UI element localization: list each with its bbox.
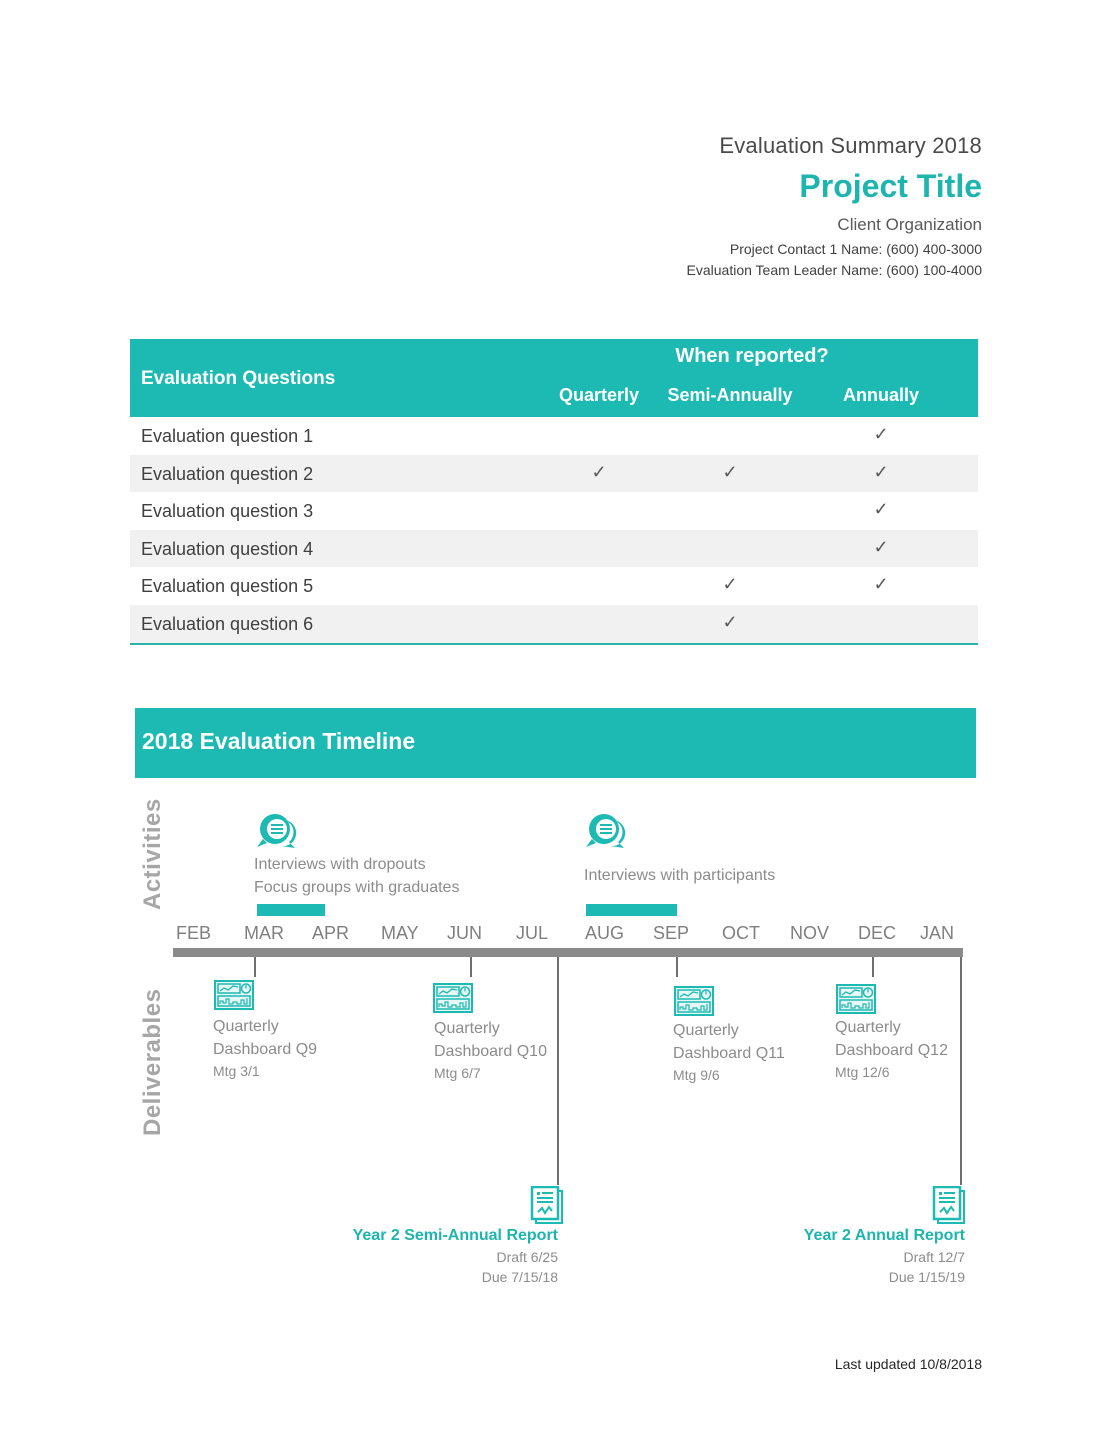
deliverable-line1: Quarterly: [213, 1018, 279, 1035]
checkmark-icon: ✓: [873, 461, 889, 482]
question-cell: Evaluation question 1: [141, 426, 314, 446]
column-header-quarterly: Quarterly: [558, 385, 640, 405]
checkmark-icon: ✓: [873, 536, 889, 557]
deliverable-line1: Quarterly: [835, 1019, 901, 1036]
dashboard-icon: [214, 980, 254, 1010]
dashboard-deliverable: [835, 1016, 948, 1082]
report-deliverable: [804, 1225, 965, 1287]
activity-line: Interviews with dropouts: [254, 856, 426, 873]
timeline-title: 2018 Evaluation Timeline: [142, 728, 416, 754]
activity-line: Interviews with participants: [584, 867, 776, 884]
deliverable-line2: Dashboard Q11: [673, 1045, 785, 1062]
dashboard-icon: [674, 986, 714, 1016]
deliverable-tick: [254, 957, 256, 977]
column-header-annually: Annually: [842, 385, 919, 405]
month-label: JAN: [920, 923, 955, 943]
meeting-date: Mtg 12/6: [835, 1064, 890, 1080]
dashboard-deliverable: [673, 1019, 785, 1085]
timeline-axis: [173, 948, 963, 957]
question-cell: Evaluation question 2: [141, 463, 314, 484]
report-connector-line: [960, 957, 962, 1185]
deliverable-line1: Quarterly: [673, 1022, 739, 1039]
team-leader-contact: Evaluation Team Leader Name: (600) 100-4000: [686, 262, 982, 278]
chat-bubbles-icon: [255, 812, 301, 850]
report-draft-date: Draft 6/25: [496, 1249, 558, 1265]
activities-label: Activities: [139, 798, 166, 910]
month-label: MAY: [381, 923, 419, 943]
deliverable-line2: Dashboard Q9: [213, 1041, 318, 1058]
checkmark-icon: ✓: [722, 574, 738, 595]
checkmark-icon: ✓: [722, 461, 738, 482]
activity-description: [584, 864, 775, 887]
month-label: SEP: [653, 923, 690, 943]
month-label: APR: [312, 923, 350, 943]
questions-column-header: Evaluation Questions: [141, 368, 336, 389]
month-label: JUN: [447, 923, 482, 943]
month-label: NOV: [790, 923, 830, 943]
question-cell: Evaluation question 6: [141, 613, 314, 634]
activity-line: Focus groups with graduates: [254, 879, 460, 896]
table-row: [130, 492, 978, 530]
month-label: OCT: [722, 923, 760, 943]
chat-bubbles-icon: [584, 812, 630, 850]
report-due-date: Due 1/15/19: [888, 1269, 965, 1285]
column-header-semi-annually: Semi-Annually: [667, 385, 793, 405]
timeline-banner: [135, 708, 976, 778]
month-label: JUL: [516, 923, 549, 943]
deliverable-tick: [676, 957, 678, 977]
table-row: [130, 455, 978, 493]
question-cell: Evaluation question 4: [141, 538, 314, 559]
document-subtitle: Evaluation Summary 2018: [719, 133, 982, 158]
report-document-icon: [932, 1186, 966, 1224]
report-document-icon: [530, 1186, 564, 1224]
month-label: AUG: [585, 923, 625, 943]
month-label: DEC: [858, 923, 897, 943]
table-bottom-border: [130, 643, 978, 645]
month-label: MAR: [244, 923, 284, 943]
table-row: [130, 567, 978, 605]
client-organization: Client Organization: [837, 215, 982, 234]
question-cell: Evaluation question 5: [141, 576, 314, 597]
deliverable-tick: [470, 957, 472, 977]
month-label: FEB: [176, 923, 212, 943]
checkmark-icon: ✓: [722, 611, 738, 632]
dashboard-deliverable: [434, 1017, 547, 1083]
checkmark-icon: ✓: [591, 461, 607, 482]
report-title: Year 2 Semi-Annual Report: [352, 1227, 558, 1244]
report-title: Year 2 Annual Report: [803, 1227, 965, 1244]
table-row: [130, 605, 978, 643]
report-due-date: Due 7/15/18: [481, 1269, 558, 1285]
last-updated: Last updated 10/8/2018: [834, 1356, 982, 1372]
dashboard-icon: [433, 983, 473, 1013]
checkmark-icon: ✓: [873, 499, 889, 520]
deliverable-line1: Quarterly: [434, 1020, 500, 1037]
table-row: [130, 417, 978, 455]
meeting-date: Mtg 6/7: [434, 1065, 481, 1081]
meeting-date: Mtg 3/1: [213, 1063, 260, 1079]
dashboard-deliverable: [213, 1015, 317, 1081]
activity-description: [254, 853, 459, 899]
table-row: [130, 530, 978, 568]
report-draft-date: Draft 12/7: [903, 1249, 965, 1265]
checkmark-icon: ✓: [873, 424, 889, 444]
project-contact: Project Contact 1 Name: (600) 400-3000: [729, 241, 982, 257]
project-title: Project Title: [799, 168, 982, 204]
question-cell: Evaluation question 3: [141, 501, 314, 522]
meeting-date: Mtg 9/6: [673, 1067, 720, 1083]
deliverables-label: Deliverables: [139, 988, 166, 1136]
deliverable-line2: Dashboard Q10: [434, 1043, 547, 1060]
deliverable-tick: [872, 957, 874, 977]
report-deliverable: [353, 1225, 558, 1287]
table-body: [130, 417, 978, 643]
checkmark-icon: ✓: [873, 574, 889, 595]
report-connector-line: [557, 957, 559, 1185]
dashboard-icon: [836, 984, 876, 1014]
evaluation-questions-table: [130, 339, 978, 645]
deliverable-line2: Dashboard Q12: [835, 1042, 948, 1059]
when-reported-header: When reported?: [675, 345, 829, 367]
activity-duration-bar: [586, 904, 677, 916]
activity-duration-bar: [257, 904, 325, 916]
table-header: [130, 339, 978, 417]
